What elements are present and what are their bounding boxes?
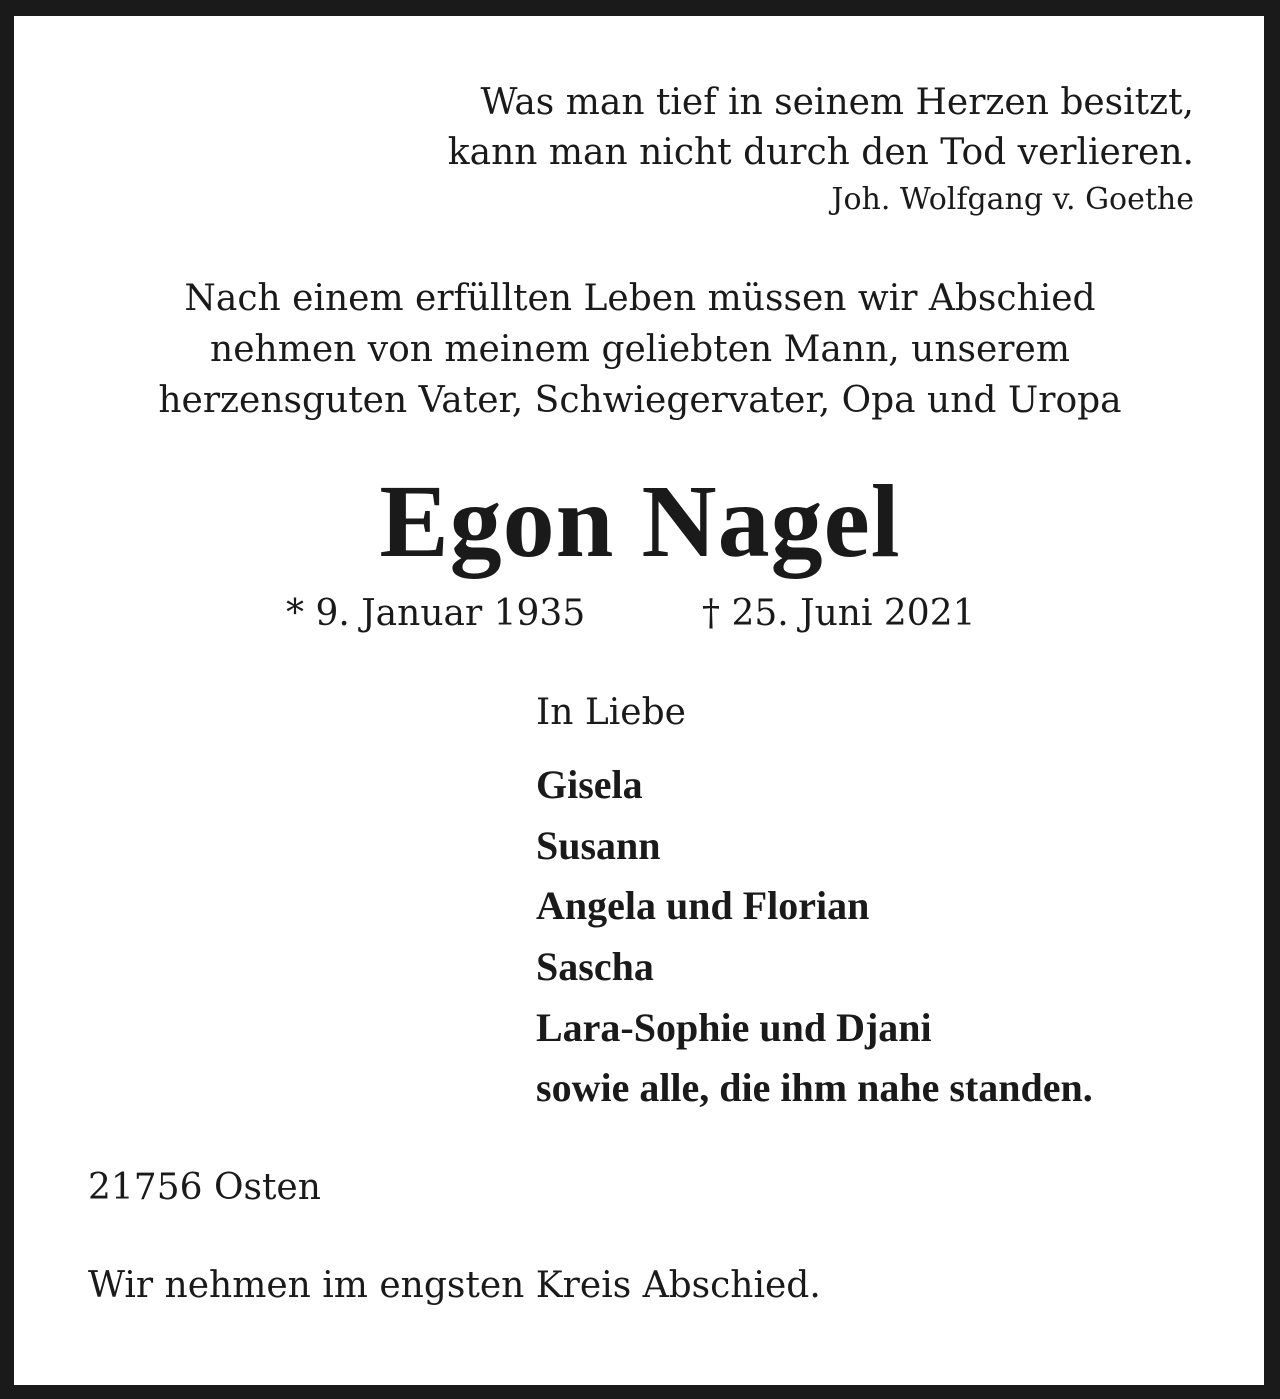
death-date: † 25. Juni 2021 — [702, 593, 976, 634]
quote-author: Joh. Wolfgang v. Goethe — [831, 182, 1194, 217]
intro-line-2: nehmen von meinem geliebten Mann, unserem — [210, 329, 1070, 370]
mourner-name: Sascha — [536, 944, 654, 989]
closing-note: Wir nehmen im engsten Kreis Abschied. — [88, 1265, 821, 1306]
mourners-closing: sowie alle, die ihm nahe standen. — [536, 1065, 1093, 1110]
mourners-intro: In Liebe — [536, 692, 686, 733]
mourner-name: Susann — [536, 823, 661, 868]
mourner-name: Lara-Sophie und Djani — [536, 1005, 932, 1050]
quote-line-1: Was man tief in seinem Herzen besitzt, — [480, 82, 1194, 123]
place: 21756 Osten — [88, 1167, 321, 1208]
mourner-name: Angela und Florian — [536, 883, 870, 928]
intro-line-1: Nach einem erfüllten Leben müssen wir Abschied — [184, 278, 1096, 319]
deceased-name: Egon Nagel — [379, 464, 901, 579]
mourner-name: Gisela — [536, 762, 643, 807]
birth-date: * 9. Januar 1935 — [286, 593, 586, 634]
quote-line-2: kann man nicht durch den Tod verlieren. — [447, 132, 1194, 173]
intro-line-3: herzensguten Vater, Schwiegervater, Opa und Uropa — [158, 380, 1122, 421]
